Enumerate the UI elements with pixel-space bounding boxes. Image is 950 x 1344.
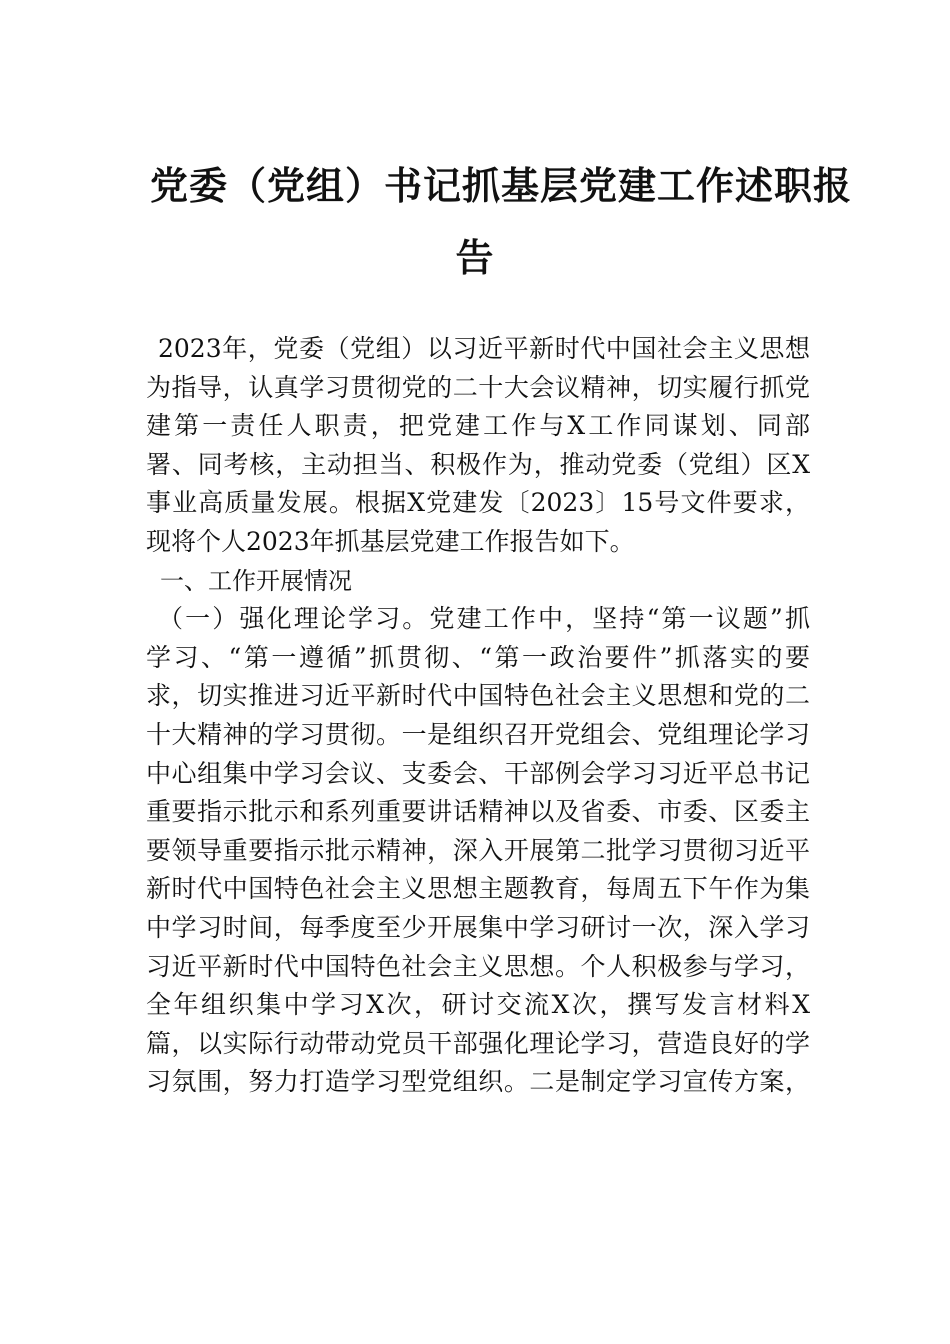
section-paragraph-line: 要领导重要指示批示精神，深入开展第二批学习贯彻习近平 xyxy=(146,835,810,865)
section-heading: 一、工作开展情况 xyxy=(160,566,352,595)
section-paragraph-line: （一）强化理论学习。党建工作中，坚持“第一议题”抓 xyxy=(158,604,810,634)
section-paragraph-line: 求，切实推进习近平新时代中国特色社会主义思想和党的二 xyxy=(146,681,810,711)
intro-paragraph-line: 为指导，认真学习贯彻党的二十大会议精神，切实履行抓党 xyxy=(146,372,810,402)
section-paragraph-line: 习近平新时代中国特色社会主义思想。个人积极参与学习， xyxy=(146,951,810,981)
title-line: 告 xyxy=(455,235,495,280)
section-paragraph-line: 中学习时间，每季度至少开展集中学习研讨一次，深入学习 xyxy=(146,912,810,942)
section-paragraph-line: 中心组集中学习会议、支委会、干部例会学习习近平总书记 xyxy=(146,758,810,788)
section-paragraph-line: 新时代中国特色社会主义思想主题教育，每周五下午作为集 xyxy=(146,874,810,904)
intro-paragraph-line: 建第一责任人职责，把党建工作与X工作同谋划、同部 xyxy=(146,411,810,441)
intro-paragraph-line: 事业高质量发展。根据X党建发〔2023〕15号文件要求， xyxy=(146,488,810,518)
document-title xyxy=(150,150,853,294)
intro-paragraph-line: 署、同考核，主动担当、积极作为，推动党委（党组）区X xyxy=(146,449,810,479)
section-paragraph-line: 全年组织集中学习X次，研讨交流X次，撰写发言材料X xyxy=(146,990,810,1020)
section-paragraph-line: 重要指示批示和系列重要讲话精神以及省委、市委、区委主 xyxy=(146,797,810,827)
document-body xyxy=(146,330,810,1102)
title-line: 党委（党组）书记抓基层党建工作述职报 xyxy=(150,163,853,208)
section-paragraph-line: 学习、“第一遵循”抓贯彻、“第一政治要件”抓落实的要 xyxy=(146,642,810,672)
section-paragraph-line: 十大精神的学习贯彻。一是组织召开党组会、党组理论学习 xyxy=(146,719,810,749)
intro-paragraph-line: 现将个人2023年抓基层党建工作报告如下。 xyxy=(146,526,635,556)
intro-paragraph-line: 2023年，党委（党组）以习近平新时代中国社会主义思想 xyxy=(158,334,810,363)
section-paragraph-line: 习氛围，努力打造学习型党组织。二是制定学习宣传方案， xyxy=(146,1067,810,1097)
section-paragraph-line: 篇，以实际行动带动党员干部强化理论学习，营造良好的学 xyxy=(146,1028,810,1058)
